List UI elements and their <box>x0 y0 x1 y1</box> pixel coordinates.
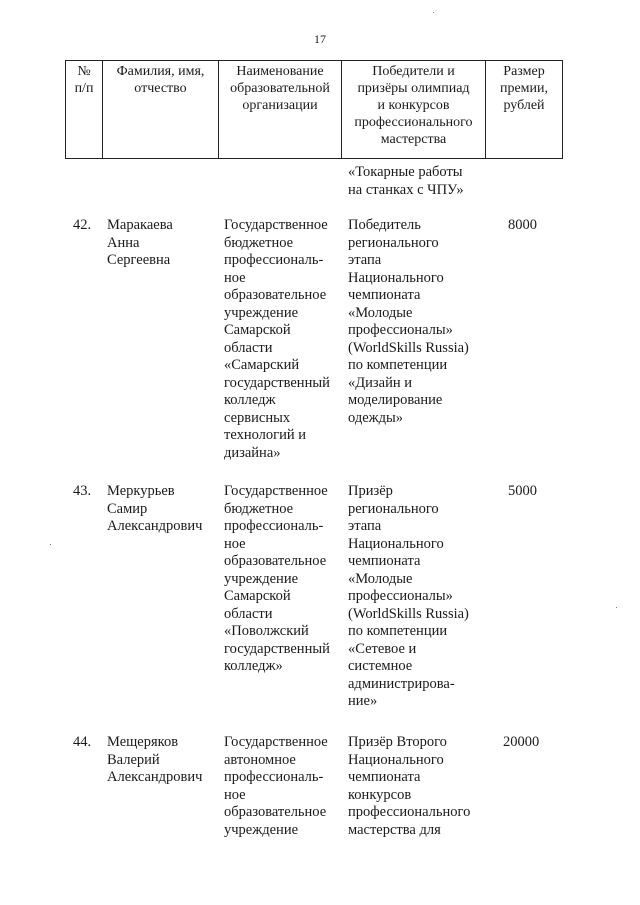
scan-speck <box>433 12 434 13</box>
row-prize: 20000 <box>503 734 540 750</box>
row-achievement: Победитель регионального этапа Национального чемпионата «Молодые профессионалы» (WorldSkills Russia) по компетенции «Дизайн и моделирование одежды» <box>348 217 469 426</box>
row-achievement: Призёр регионального этапа Национального чемпионата «Молодые профессионалы» (WorldSkills Russia) по компетенции «Сетевое и системное администрирова- ние» <box>348 483 469 709</box>
row-num: 42. <box>73 217 92 233</box>
row-org: Государственное бюджетное профессиональ- ное образовательное учреждение Самарской области «Самарский государственный колледж сервисных технологий и дизайна» <box>224 217 330 461</box>
row-org: Государственное бюджетное профессиональ- ное образовательное учреждение Самарской области «Поволжский государственный колледж» <box>224 483 330 674</box>
page-number: 17 <box>314 32 326 46</box>
row-prize: 8000 <box>508 217 537 233</box>
row-num: 43. <box>73 483 92 499</box>
row-prize: 5000 <box>508 483 537 499</box>
row-name: Маракаева Анна Сергеевна <box>107 217 173 268</box>
header-num: № п/п <box>74 64 94 96</box>
header-achievement: Победители и призёры олимпиад и конкурсов профессионального мастерства <box>354 64 473 147</box>
row-name: Мещеряков Валерий Александрович <box>107 734 203 785</box>
header-name: Фамилия, имя, отчество <box>116 64 205 96</box>
row-name: Меркурьев Самир Александрович <box>107 483 203 534</box>
row-num: 44. <box>73 734 92 750</box>
header-org: Наименование образовательной организации <box>230 64 330 113</box>
scan-speck <box>616 607 617 608</box>
row-org: Государственное автономное профессиональ- ное образовательное учреждение <box>224 734 328 838</box>
scan-speck <box>50 544 51 545</box>
row-achievement: Призёр Второго Национального чемпионата конкурсов профессионального мастерства для <box>348 734 471 838</box>
continuation-achievement: «Токарные работы на станках с ЧПУ» <box>348 164 464 198</box>
header-prize: Размер премии, рублей <box>499 64 549 113</box>
